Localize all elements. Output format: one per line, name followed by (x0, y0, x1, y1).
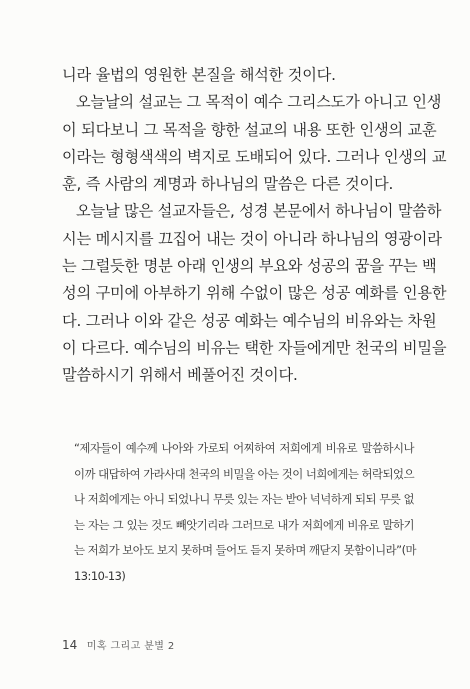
body-line: 오늘날 많은 설교자들은, 성경 본문에서 하나님이 말씀하 (76, 202, 442, 221)
body-line: 이 되다보니 그 목적을 향한 설교의 내용 또한 인생의 교훈 (62, 120, 437, 139)
body-line: 시는 메시지를 끄집어 내는 것이 아니라 하나님의 영광이라 (62, 229, 442, 248)
body-line: 이 다르다. 예수님의 비유는 택한 자들에게만 천국의 비밀을 (62, 338, 447, 357)
body-text (62, 62, 447, 390)
body-line: 오늘날의 설교는 그 목적이 예수 그리스도가 아니고 인생 (76, 93, 442, 112)
quote-line: 는 저희가 보아도 보지 못하며 들어도 듣지 못하며 깨닫지 못함이니라”(마 (74, 543, 417, 557)
body-line: 성의 구미에 아부하기 위해 수없이 많은 성공 예화를 인용한 (62, 284, 447, 303)
page-footer (62, 637, 175, 652)
quote-line: 13:10-13) (74, 568, 126, 583)
body-line: 다. 그러나 이와 같은 성공 예화는 예수님의 비유와는 차원 (62, 311, 437, 330)
quote-line: “제자들이 예수께 나아와 가로되 어찌하여 저희에게 비유로 말씀하시나 (74, 441, 414, 455)
body-line: 훈, 즉 사람의 계명과 하나님의 말씀은 다른 것이다. (62, 175, 394, 194)
quote-line: 는 자는 그 있는 것도 빼앗기리라 그러므로 내가 저희에게 비유로 말하기 (74, 517, 414, 532)
page-number: 14 (62, 638, 78, 652)
quote-line: 이까 대답하여 가라사대 천국의 비밀을 아는 것이 너희에게는 허락되었으 (74, 466, 415, 481)
scripture-quote (74, 436, 417, 589)
body-line: 는 그럴듯한 명분 아래 인생의 부요와 성공의 꿈을 꾸는 백 (62, 257, 437, 276)
body-line: 이라는 형형색색의 벽지로 도배되어 있다. 그러나 인생의 교 (62, 147, 447, 166)
body-line: 니라 율법의 영원한 본질을 해석한 것이다. (62, 66, 336, 84)
running-title: 미혹 그리고 분별 2 (86, 641, 175, 652)
body-line: 말씀하시기 위해서 베풀어진 것이다. (62, 366, 298, 385)
quote-line: 나 저희에게는 아니 되었나니 무릇 있는 자는 받아 넉넉하게 되되 무릇 없 (74, 492, 414, 506)
